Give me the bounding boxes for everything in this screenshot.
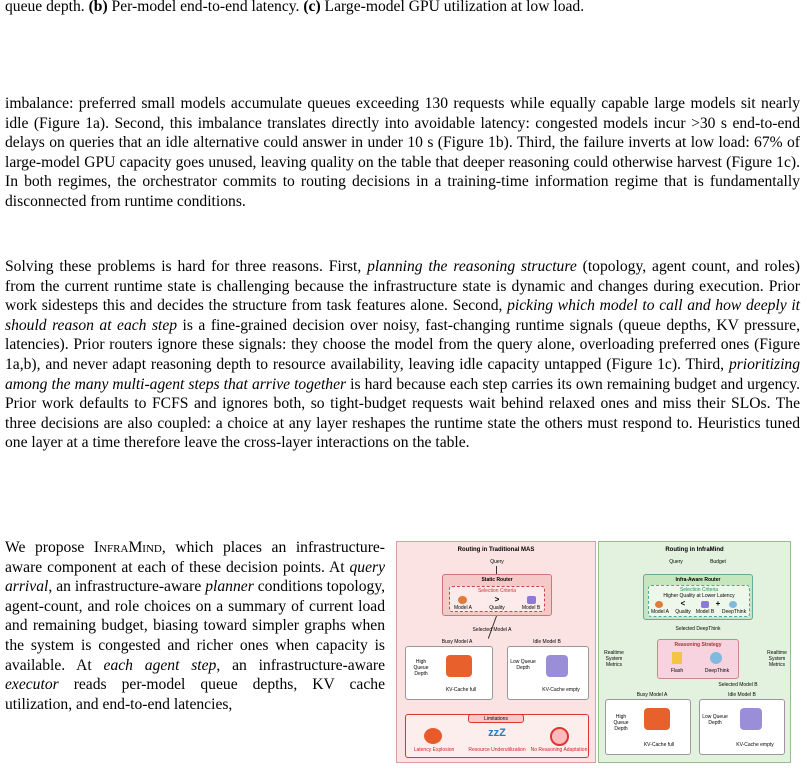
model-a-icon [655,601,663,608]
deepthink-strategy-label: DeepThink [704,668,730,674]
idle-model-label: Idle Model B [728,692,756,698]
idle-model-box [507,646,589,700]
selection-criteria-box [449,586,545,612]
prohibited-icon [550,727,569,746]
deepthink-icon [729,601,737,608]
paragraph-imbalance: imbalance: preferred small models accumulate queues exceeding 130 requests while equally capable large models sit nearly idle (Figure 1a). Second, this imbalance translates directly into avoidable latency: congested models incur >30 s end-to-end delays on queries that an idle alternative could answer in under 10 s (Figure 1b). Third, the failure inverts at low load: 67% of large-model GPU capacity goes unused, leaving quality on the table that deeper reasoning could otherwise harvest (Figure 1c). In both regimes, the orchestrator commits to routing decisions in a training-time information regime that is fundamentally disconnected from runtime conditions. [5,95,800,210]
kv-empty-label: KV-Cache empty [542,687,580,693]
low-queue-label: Low Queue Depth [510,659,536,671]
model-b-icon [701,601,709,608]
kv-full-label: KV-Cache full [643,742,675,748]
model-b-icon [527,596,536,604]
busy-model-label: Busy Model A [441,639,473,645]
budget-label: Budget [710,559,726,565]
traditional-mas-panel [396,541,596,763]
flash-icon [672,652,682,664]
query-label: Query [669,559,683,565]
sleep-icon: zzZ [488,727,506,739]
idle-model-box [699,699,785,755]
limitations-box [405,714,589,758]
criteria-label: Selection Criteria [679,587,719,593]
strategy-label: Reasoning Strategy [674,642,722,648]
arrow [496,566,497,574]
kv-full-label: KV-Cache full [445,687,477,693]
less-than: < [680,599,686,608]
server-idle-icon [546,655,568,677]
low-queue-label: Low Queue Depth [702,714,728,726]
plus-sign: + [715,599,721,608]
selection-criteria-box [648,585,750,617]
model-b-label: Model B [695,609,715,615]
routing-comparison-figure [396,541,791,763]
busy-model-box [405,646,493,700]
inframind-panel [598,541,791,763]
realtime-metrics-right: Realtime System Metrics [767,650,787,668]
limitation-no-adaptation: No Reasoning Adaptation [530,747,588,753]
model-a-label: Model A [650,609,670,615]
static-router-label: Static Router [481,577,513,583]
model-a-label: Model A [453,605,473,611]
limitation-latency: Latency Explosion [413,747,455,753]
figure-caption: queue depth. (b) Per-model end-to-end latency. (c) Large-model GPU utilization at low load. [5,0,585,15]
selected-model-label: Selected Model A [472,627,512,633]
criteria-sub-label: Higher Quality at Lower Latency [663,593,735,599]
paragraph-challenges: Solving these problems is hard for three reasons. First, planning the reasoning structure (topology, agent count, and roles) from the current runtime state is challenging because the infrastructure state is dynamic and changes during execution. Prior work sidesteps this and decides the structure from task features alone. Second, picking which model to call and how deeply it should reason at each step is a fine-grained decision over noisy, fast-changing runtime signals (queue depths, KV pressure, latencies). Prior routers ignore these signals: they choose the model from the query alone, overloading preferred ones (Figure 1a,b), and never adapt reasoning depth to resource availability, leaving idle capacity untapped (Figure 1c). Third, prioritizing among the many multi-agent steps that arrive together is hard because each step carries its own remaining budget and urgency. Prior work defaults to FCFS and ignores both, so tight-budget requests wait behind relaxed ones and miss their SLOs. The three decisions are also coupled: a choice at any layer reshapes the runtime state the others must respond to. Heuristics tuned one layer at a time therefore leave the cross-layer interactions on the table. [5,258,801,452]
realtime-metrics-left: Realtime System Metrics [604,650,624,668]
panel-title: Routing in Traditional MAS [457,547,535,553]
server-overloaded-icon [446,655,472,677]
busy-model-label: Busy Model A [636,692,668,698]
criteria-label: Selection Criteria [477,588,517,594]
limitation-underutilization: Resource Underutilization [468,747,526,753]
limitations-label: Limitations [484,716,508,722]
flash-label: Flash [670,668,684,674]
static-router-box [442,574,552,616]
deepthink-label: DeepThink [721,609,747,615]
selected-deepthink-label: Selected DeepThink [675,626,721,632]
busy-model-box [605,699,691,755]
server-overloaded-icon [644,708,670,730]
query-label: Query [490,559,504,565]
selected-model-b-label: Selected Model B [718,682,758,688]
explosion-icon [424,728,442,744]
kv-empty-label: KV-Cache empty [736,742,774,748]
deepthink-icon [710,652,722,664]
idle-model-label: Idle Model B [533,639,561,645]
router-label: Infra-Aware Router [675,577,721,583]
greater-than: > [494,595,500,604]
panel-title: Routing in InfraMind [665,547,724,553]
limitations-tab [468,714,524,723]
high-queue-label: High Queue Depth [613,714,629,732]
high-queue-label: High Queue Depth [413,659,429,677]
paragraph-proposal: We propose InfraMind, which places an infrastructure-aware component at each of these decision points. At query arrival, an infrastructure-aware planner conditions topology, agent-count, and role choices on a summary of current load and remaining budget, biasing toward simpler graphs when the system is congested and richer ones when capacity is available. At each agent step, an infrastructure-aware executor reads per-model queue depths, KV cache utilization, and end-to-end latencies, [5,539,386,713]
server-idle-icon [740,708,762,730]
model-a-icon [458,596,467,604]
quality-label: Quality [489,605,505,611]
infra-aware-router-box [643,574,753,620]
model-b-label: Model B [521,605,541,611]
quality-label: Quality [675,609,691,615]
reasoning-strategy-box [657,639,739,679]
